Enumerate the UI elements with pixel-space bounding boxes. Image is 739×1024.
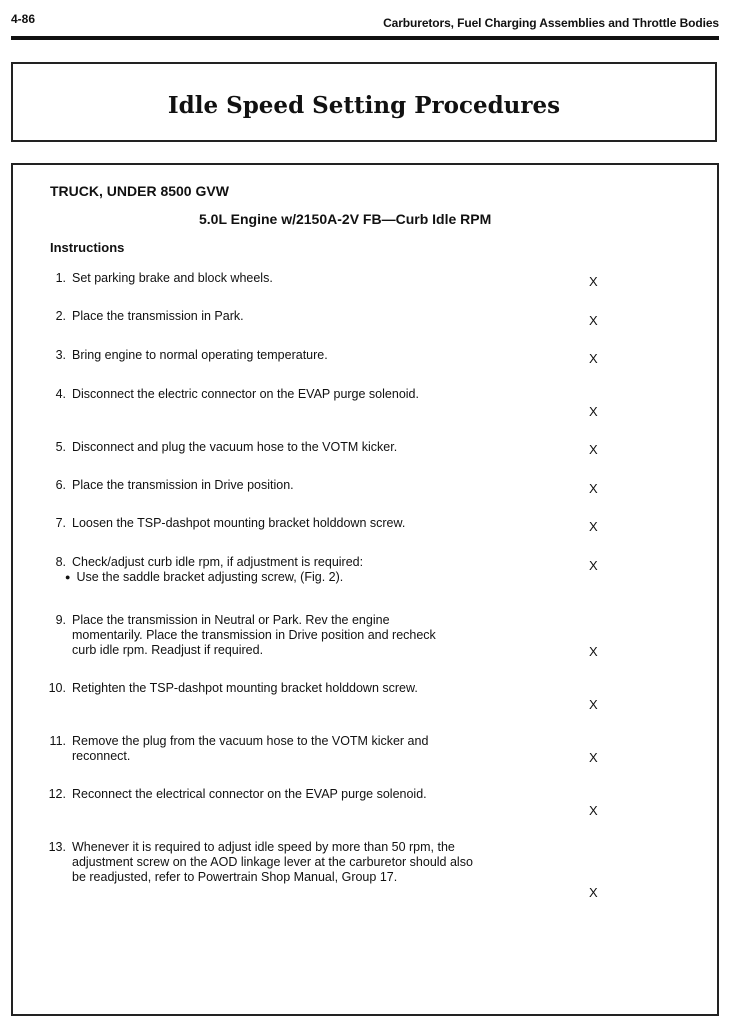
step-4 xyxy=(41,387,451,402)
step-text: Place the transmission in Neutral or Park. Rev the engine momentarily. Place the transmission in Drive position and recheck curb idle rpm. Readjust if required. xyxy=(72,613,436,657)
step-11 xyxy=(41,734,441,764)
step-number: 3. xyxy=(55,348,66,362)
step-text: Disconnect the electric connector on the EVAP purge solenoid. xyxy=(72,387,419,401)
step-text: Disconnect and plug the vacuum hose to the VOTM kicker. xyxy=(72,440,398,454)
step-number: 8. xyxy=(55,555,66,569)
step-text: Place the transmission in Drive position. xyxy=(72,478,294,492)
title-box xyxy=(11,62,717,142)
step-13-check-mark: X xyxy=(589,885,598,900)
step-number: 6. xyxy=(55,478,66,492)
step-8 xyxy=(41,555,481,586)
step-text: Bring engine to normal operating temperature. xyxy=(72,348,328,362)
step-number: 7. xyxy=(55,516,66,530)
step-13 xyxy=(41,840,476,885)
step-number: 1. xyxy=(55,271,66,285)
step-number: 2. xyxy=(55,309,66,323)
step-5 xyxy=(41,440,481,455)
step-6-check-mark: X xyxy=(589,481,598,496)
step-4-check-mark: X xyxy=(589,404,598,419)
step-number: 4. xyxy=(55,387,66,401)
step-8-check-mark: X xyxy=(589,558,598,573)
step-text: Place the transmission in Park. xyxy=(72,309,244,323)
step-number: 11. xyxy=(49,734,66,748)
header-rule xyxy=(11,36,719,40)
step-11-check-mark: X xyxy=(589,750,598,765)
section-title: TRUCK, UNDER 8500 GVW xyxy=(50,183,229,199)
running-title: Carburetors, Fuel Charging Assemblies and Throttle Bodies xyxy=(383,16,719,30)
step-number: 12. xyxy=(48,787,66,801)
section-subtitle: 5.0L Engine w/2150A-2V FB—Curb Idle RPM xyxy=(199,211,492,227)
step-number: 5. xyxy=(55,440,66,454)
step-1 xyxy=(41,271,391,286)
step-7-check-mark: X xyxy=(589,519,598,534)
step-10 xyxy=(41,681,451,696)
step-6 xyxy=(41,478,421,493)
step-text: Retighten the TSP-dashpot mounting bracket holddown screw. xyxy=(72,681,418,695)
step-1-check-mark: X xyxy=(589,274,598,289)
step-10-check-mark: X xyxy=(589,697,598,712)
step-3-check-mark: X xyxy=(589,351,598,366)
instructions-label: Instructions xyxy=(50,240,125,255)
page-title: Idle Speed Setting Procedures xyxy=(167,92,561,119)
step-2-check-mark: X xyxy=(589,313,598,328)
step-9 xyxy=(41,613,461,658)
step-number: 13. xyxy=(48,840,66,854)
procedure-box xyxy=(11,163,719,1016)
step-2 xyxy=(41,309,391,324)
step-5-check-mark: X xyxy=(589,442,598,457)
step-3 xyxy=(41,348,441,363)
step-12-check-mark: X xyxy=(589,803,598,818)
step-text: Loosen the TSP-dashpot mounting bracket holddown screw. xyxy=(72,516,406,530)
step-text: Check/adjust curb idle rpm, if adjustment is required: xyxy=(72,555,364,569)
step-text: Whenever it is required to adjust idle speed by more than 50 rpm, the adjustment screw on the AOD linkage lever at the carburetor should also be readjusted, refer to Powertrain Shop Manual, Group 17. xyxy=(72,840,473,884)
step-12 xyxy=(41,787,446,802)
step-text: Set parking brake and block wheels. xyxy=(72,271,273,285)
step-number: 9. xyxy=(55,613,66,627)
step-8-bullet: ● Use the saddle bracket adjusting screw, (Fig. 2). xyxy=(65,570,481,586)
page-number: 4-86 xyxy=(11,12,36,26)
step-number: 10. xyxy=(48,681,66,695)
step-text: Reconnect the electrical connector on the EVAP purge solenoid. xyxy=(72,787,427,801)
step-7 xyxy=(41,516,491,531)
step-9-check-mark: X xyxy=(589,644,598,659)
step-text: Remove the plug from the vacuum hose to the VOTM kicker and reconnect. xyxy=(72,734,429,763)
